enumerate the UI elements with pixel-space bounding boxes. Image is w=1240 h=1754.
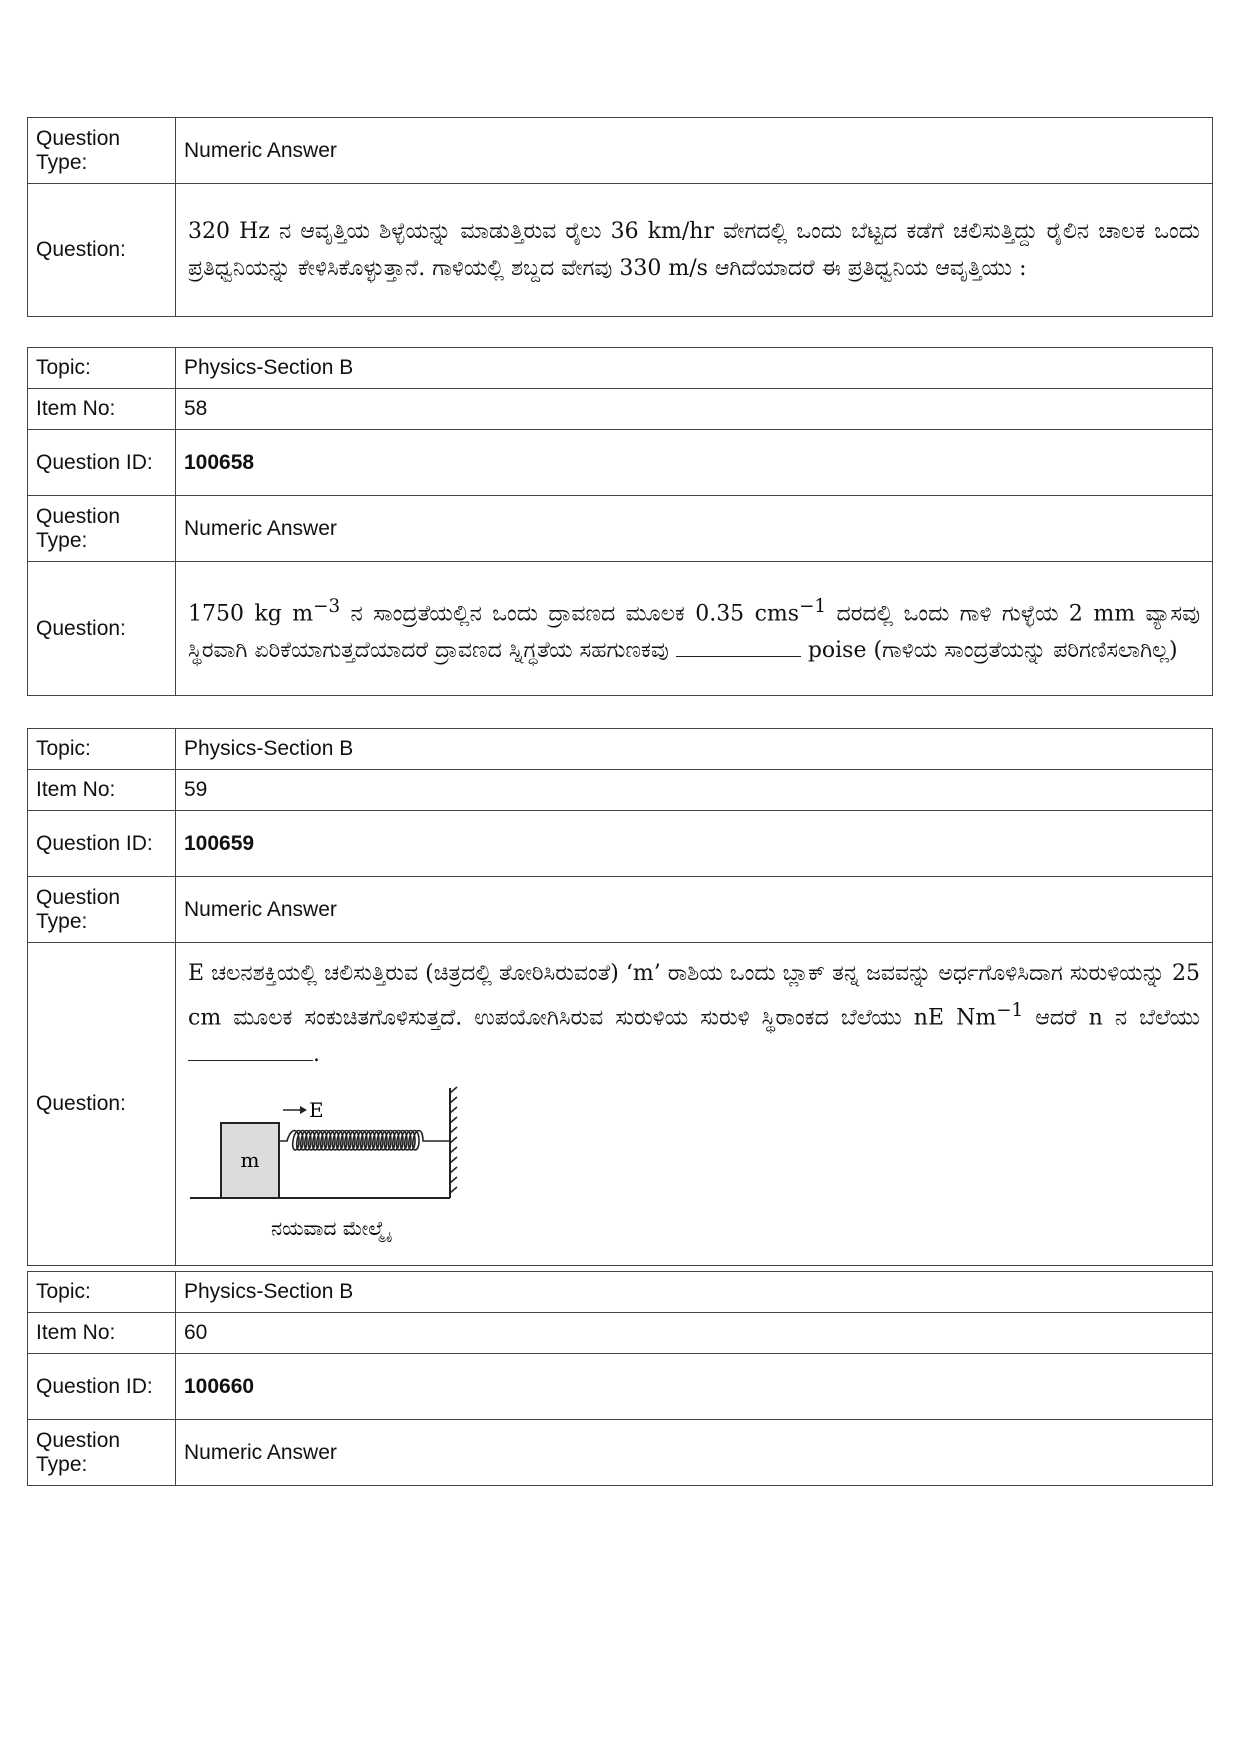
question-type-label: Question Type: <box>28 496 176 562</box>
question-id-row <box>28 1354 1213 1420</box>
question-type-label: Question Type: <box>28 1420 176 1486</box>
question-text-part3: ದರದಲ್ಲಿ ಒಂದು ಗಾಳಿ ಗುಳ್ಳೆಯ 2 mm ವ್ಯಾಸವು ಸ್ಥಿರವಾಗಿ ಏರಿಕೆಯಾಗುತ್ತದೆಯಾದರೆ ದ್ರಾವಣದ ಸ್ನಿಗ್ಧತೆಯ ಸಹಗುಣಕವು <box>188 601 1201 664</box>
question-text <box>176 943 1213 1266</box>
question-block-60 <box>27 1271 1213 1486</box>
question-type-label: Question Type: <box>28 877 176 943</box>
question-text-part1: 1750 kg m <box>188 601 314 627</box>
question-superscript-1: −3 <box>313 595 341 617</box>
topic-row <box>28 729 1213 770</box>
question-text-part2: ನ ಸಾಂದ್ರತೆಯಲ್ಲಿನ ಒಂದು ದ್ರಾವಣದ ಮೂಲಕ 0.35 cms <box>350 601 800 627</box>
surface-label: ನಯವಾದ ಮೇಲ್ಮೈ <box>271 1216 389 1241</box>
question-type-row <box>28 118 1213 184</box>
question-type-row <box>28 877 1213 943</box>
question-text-part2: ಆದರೆ n ನ ಬೆಲೆಯು <box>1035 1005 1201 1031</box>
item-no-label: Item No: <box>28 389 176 430</box>
question-type-row <box>28 496 1213 562</box>
question-text: 320 Hz ನ ಆವೃತ್ತಿಯ ಶಿಳ್ಳೆಯನ್ನು ಮಾಡುತ್ತಿರುವ ರೈಲು 36 km/hr ವೇಗದಲ್ಲಿ ಒಂದು ಬೆಟ್ಟದ ಕಡೆಗೆ ಚಲಿಸುತ್ತಿದ್ದು ರೈಲಿನ ಚಾಲಕ ಒಂದು ಪ್ರತಿಧ್ವನಿಯನ್ನು ಕೇಳಿಸಿಕೊಳ್ಳುತ್ತಾನೆ. ಗಾಳಿಯಲ್ಲಿ ಶಬ್ದದ ವೇಗವು 330 m/s ಆಗಿದೆಯಾದರೆ ಈ ಪ್ರತಿಧ್ವನಿಯ ಆವೃತ್ತಿಯು : <box>176 184 1213 317</box>
item-no-label: Item No: <box>28 770 176 811</box>
question-type-label: Question Type: <box>28 118 176 184</box>
question-id-value: 100660 <box>176 1354 1213 1420</box>
velocity-arrow-head <box>300 1106 307 1114</box>
question-type-value: Numeric Answer <box>176 877 1213 943</box>
question-label: Question: <box>28 562 176 696</box>
question-type-value: Numeric Answer <box>176 496 1213 562</box>
question-superscript-2: −1 <box>799 595 827 617</box>
item-no-value: 59 <box>176 770 1213 811</box>
question-text-part4: poise (ಗಾಳಿಯ ಸಾಂದ್ರತೆಯನ್ನು ಪರಿಗಣಿಸಲಾಗಿಲ್ಲ) <box>807 638 1178 664</box>
question-type-value: Numeric Answer <box>176 118 1213 184</box>
question-id-row <box>28 811 1213 877</box>
topic-label: Topic: <box>28 729 176 770</box>
block-spring-figure <box>188 1083 488 1253</box>
question-label: Question: <box>28 943 176 1266</box>
question-id-row <box>28 430 1213 496</box>
answer-blank <box>188 1040 313 1061</box>
answer-blank <box>676 636 801 657</box>
question-id-label: Question ID: <box>28 1354 176 1420</box>
topic-value: Physics-Section B <box>176 348 1213 389</box>
question-row <box>28 184 1213 317</box>
topic-label: Topic: <box>28 1272 176 1313</box>
topic-row <box>28 1272 1213 1313</box>
topic-row <box>28 348 1213 389</box>
item-no-label: Item No: <box>28 1313 176 1354</box>
question-text-part1: E ಚಲನಶಕ್ತಿಯಲ್ಲಿ ಚಲಿಸುತ್ತಿರುವ (ಚಿತ್ರದಲ್ಲಿ ತೋರಿಸಿರುವಂತೆ) ‘m’ ರಾಶಿಯ ಒಂದು ಬ್ಲಾಕ್ ತನ್ನ ಜವವನ್ನು ಅರ್ಧಗೊಳಿಸಿದಾಗ ಸುರುಳಿಯನ್ನು 25 cm ಮೂಲಕ ಸಂಕುಚಿತಗೊಳಿಸುತ್ತದೆ. ಉಪಯೋಗಿಸಿರುವ ಸುರುಳಿಯ ಸುರುಳಿ ಸ್ಥಿರಾಂಕದ ಬೆಲೆಯು nE Nm <box>188 961 1200 1031</box>
question-block-0 <box>27 117 1213 317</box>
question-text <box>176 562 1213 696</box>
question-id-label: Question ID: <box>28 430 176 496</box>
topic-value: Physics-Section B <box>176 1272 1213 1313</box>
question-block-58 <box>27 347 1213 696</box>
item-no-row <box>28 1313 1213 1354</box>
question-type-row <box>28 1420 1213 1486</box>
question-superscript-1: −1 <box>996 1000 1024 1021</box>
question-type-value: Numeric Answer <box>176 1420 1213 1486</box>
question-label: Question: <box>28 184 176 317</box>
topic-value: Physics-Section B <box>176 729 1213 770</box>
question-id-value: 100659 <box>176 811 1213 877</box>
item-no-row <box>28 770 1213 811</box>
spring-coil <box>279 1131 450 1151</box>
question-row <box>28 943 1213 1266</box>
wall-hatching <box>450 1087 457 1193</box>
item-no-row <box>28 389 1213 430</box>
topic-label: Topic: <box>28 348 176 389</box>
item-no-value: 58 <box>176 389 1213 430</box>
question-id-value: 100658 <box>176 430 1213 496</box>
mass-label: m <box>240 1148 260 1173</box>
velocity-label: E <box>309 1098 324 1123</box>
item-no-value: 60 <box>176 1313 1213 1354</box>
question-block-59 <box>27 728 1213 1266</box>
question-id-label: Question ID: <box>28 811 176 877</box>
question-text-part3: . <box>313 1042 320 1068</box>
question-row <box>28 562 1213 696</box>
